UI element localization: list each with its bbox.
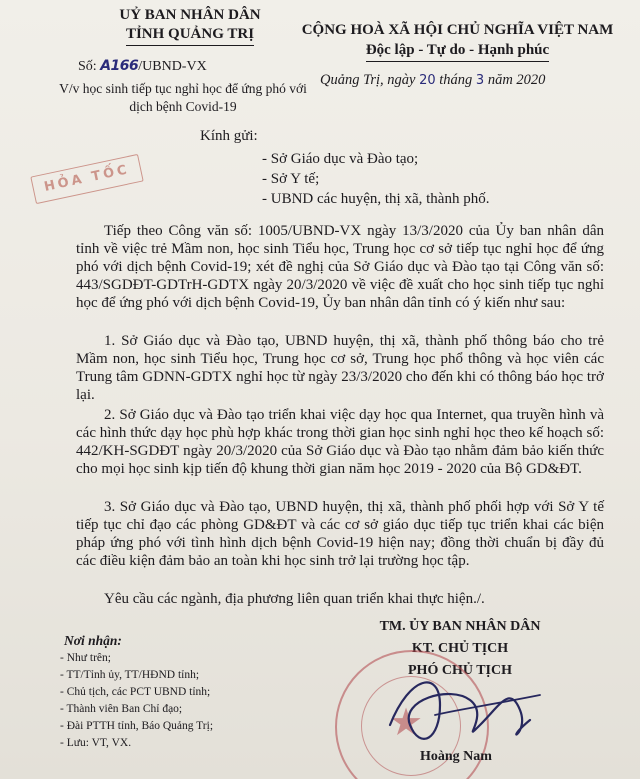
cc-item: - Đài PTTH tỉnh, Báo Quảng Trị; — [60, 720, 214, 732]
cc-item: - Chủ tịch, các PCT UBND tỉnh; — [60, 686, 211, 698]
body-item-3: 3. Sở Giáo dục và Đào tạo, UBND huyện, thị xã, thành phố phối hợp với Sở Y tế tiếp tục chỉ đạo các phòng GD&ĐT và các cơ sở giáo dục tiếp tục triển khai các biện pháp ứng phó với tình hình dịch bệnh Covid-19 hiện nay; đồng thời chuẩn bị đầy đủ các điều kiện đảm bảo an toàn khi học sinh trở lại trường học tập. — [76, 499, 604, 569]
recipients-list-title: Nơi nhận: — [64, 633, 122, 648]
cc-item: - Thành viên Ban Chỉ đạo; — [60, 703, 183, 715]
ref-prefix: Số: — [78, 59, 97, 74]
org-line-1: UỶ BAN NHÂN DÂN — [119, 7, 261, 23]
cc-item: - Lưu: VT, VX. — [60, 737, 132, 749]
signature-title-3: PHÓ CHỦ TỊCH — [408, 663, 512, 678]
motto: Độc lập - Tự do - Hạnh phúc — [366, 40, 549, 62]
seal-star-icon: ★ — [389, 700, 424, 744]
body-item-2: 2. Sở Giáo dục và Đào tạo triển khai việc dạy học qua Internet, qua truyền hình và các hình thức dạy học phù hợp khác trong thời gian học sinh nghỉ học theo kế hoạch số: 442/KH-SGDĐT ngày 20/3/2020 của Sở Giáo dục và Đào tạo nhằm đảm bảo kiến thức cho mọi học sinh kịp tiến độ khung thời gian năm học 2019 - 2020 của Bộ GD&ĐT. — [76, 407, 604, 477]
recipient-item: - UBND các huyện, thị xã, thành phố. — [262, 191, 490, 207]
cc-item: - TT/Tỉnh ủy, TT/HĐND tỉnh; — [60, 669, 200, 681]
date-prefix: Quảng Trị, ngày — [320, 72, 416, 88]
org-name — [90, 6, 290, 46]
signature-title-2: KT. CHỦ TỊCH — [411, 641, 509, 656]
date-line — [320, 72, 545, 89]
urgent-stamp: HỎA TỐC — [30, 154, 143, 204]
national-header — [285, 20, 630, 62]
org-line-2: TỈNH QUẢNG TRỊ — [126, 25, 254, 46]
date-month: 3 — [475, 73, 485, 88]
org-line-2-wrap — [90, 25, 290, 46]
greeting: Kính gửi: — [200, 128, 258, 144]
nation-line-2-wrap — [285, 40, 630, 62]
date-suffix: năm 2020 — [487, 72, 546, 88]
body-item-1: 1. Sở Giáo dục và Đào tạo, UBND huyện, thị xã, thành phố thông báo cho trẻ Mầm non, học sinh Tiểu học, Trung học cơ sở, Trung học phổ thông và học viên các Trung tâm GDNN-GDTX nghỉ học từ ngày 23/3/2020 cho đến khi có thông báo học trở lại. — [76, 333, 604, 403]
subject-line: V/v học sinh tiếp tục nghỉ học để ứng phó với dịch bệnh Covid-19 — [59, 81, 307, 114]
body-closing: Yêu cầu các ngành, địa phương liên quan triển khai thực hiện./. — [104, 591, 485, 607]
document-number — [78, 58, 207, 75]
recipient-item: - Sở Y tế; — [262, 171, 320, 187]
ref-suffix: /UBND-VX — [138, 59, 207, 74]
body-intro: Tiếp theo Công văn số: 1005/UBND-VX ngày 13/3/2020 của Ủy ban nhân dân tỉnh về việc trẻ Mầm non, học sinh Tiểu học, Trung học cơ sở tiếp tục nghỉ học để ứng phó với dịch bệnh Covid-19; xét đề nghị của Sở Giáo dục và Đào tạo tại Công văn số: 443/SGDĐT-GDTrH-GDTX ngày 20/3/2020 về việc đề xuất cho học sinh tiếp tục nghỉ học để ứng phó với dịch bệnh Covid-19, Ủy ban nhân dân tỉnh có ý kiến như sau: — [76, 223, 604, 311]
signer-name: Hoàng Nam — [420, 749, 492, 764]
recipient-item: - Sở Giáo dục và Đào tạo; — [262, 151, 419, 167]
ref-number-handwritten: A166 — [100, 58, 139, 74]
cc-item: - Như trên; — [60, 652, 111, 664]
date-mid: tháng — [439, 72, 473, 88]
nation-line-1: CỘNG HOÀ XÃ HỘI CHỦ NGHĨA VIỆT NAM — [301, 22, 614, 38]
handwritten-signature — [380, 665, 550, 755]
signature-title-1: TM. ỦY BAN NHÂN DÂN — [379, 619, 541, 634]
date-day: 20 — [419, 73, 436, 88]
